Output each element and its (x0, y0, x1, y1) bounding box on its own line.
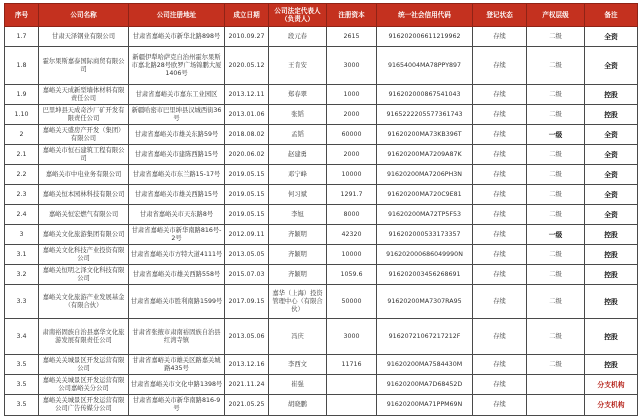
table-cell: 控股 (585, 285, 638, 319)
table-row (5, 27, 638, 47)
table-cell: 2018.08.02 (225, 125, 269, 145)
table-cell: 甘肃省嘉峪关市雄关西路558号 (129, 265, 225, 285)
header-row (5, 4, 638, 27)
header-cell: 成立日期 (225, 4, 269, 27)
table-cell: 崔强 (269, 375, 327, 395)
table-cell: 3000 (327, 319, 377, 355)
table-cell: 2615 (327, 27, 377, 47)
table-cell: 二级 (527, 145, 585, 165)
table-cell: 916202000533173357 (377, 225, 473, 245)
table-cell: 2013.12.16 (225, 355, 269, 375)
table-cell: 分支机构 (585, 375, 638, 395)
table-cell: 孟韬 (269, 125, 327, 145)
table-cell: 嘉峪关文化科技产业投资有限公司 (39, 245, 129, 265)
table-cell: 11716 (327, 355, 377, 375)
table-row (5, 185, 638, 205)
table-cell: 2015.07.03 (225, 265, 269, 285)
table-cell: 分支机构 (585, 395, 638, 416)
table-cell: 嘉峪关关城景区开发运营有限公司 (39, 355, 129, 375)
table-cell: 50000 (327, 285, 377, 319)
table-cell: 二级 (527, 319, 585, 355)
table-cell (327, 375, 377, 395)
table-cell: 甘肃天泽钢业有限公司 (39, 27, 129, 47)
company-table (4, 3, 638, 416)
table-cell: 91620200MA7209A87K (377, 145, 473, 165)
table-cell: 控股 (585, 355, 638, 375)
table-cell: 2013.01.06 (225, 105, 269, 125)
table-cell: 霍尔果斯嘉泰国际商贸有限公司 (39, 47, 129, 85)
table-cell: 甘肃省嘉峪关市雄关区路嘉关城路435号 (129, 355, 225, 375)
table-cell: 2.1 (5, 145, 39, 165)
table-cell: 3.3 (5, 285, 39, 319)
table-cell: 嘉峪关关城景区开发运营有限公司广告传媒分公司 (39, 395, 129, 416)
table-cell: 91620200MA720C9E81 (377, 185, 473, 205)
header-cell: 产权层级 (527, 4, 585, 27)
table-cell: 嘉峪关市恒石建筑工程有限公司 (39, 145, 129, 165)
table-cell: 2 (5, 125, 39, 145)
table-cell: 郑春翠 (269, 85, 327, 105)
table-cell: 91620200MA7206PH3N (377, 165, 473, 185)
table-cell: 1.10 (5, 105, 39, 125)
table-cell: 916202006611219962 (377, 27, 473, 47)
table-cell: 存续 (473, 145, 527, 165)
table-cell: 一级 (527, 225, 585, 245)
table-cell: 存续 (473, 245, 527, 265)
table-cell: 嘉峪关天盛房产开发（集团）有限公司 (39, 125, 129, 145)
table-cell: 全资 (585, 205, 638, 225)
table-cell: 2.3 (5, 185, 39, 205)
table-cell: 2.4 (5, 205, 39, 225)
table-cell: 存续 (473, 85, 527, 105)
table-cell: 控股 (585, 245, 638, 265)
table-cell: 91620200MA73KB396T (377, 125, 473, 145)
table-row (5, 145, 638, 165)
table-cell: 新疆哈密市巴里坤县汉城西街36号 (129, 105, 225, 125)
table-cell: 甘肃省嘉峪关市雄关西路15号 (129, 185, 225, 205)
table-cell (527, 375, 585, 395)
header-cell: 公司名称 (39, 4, 129, 27)
table-cell: 1.7 (5, 27, 39, 47)
header-cell: 序号 (5, 4, 39, 27)
table-cell: 存续 (473, 185, 527, 205)
table-cell: 2013.12.11 (225, 85, 269, 105)
table-cell: 3000 (327, 47, 377, 85)
table-cell: 肃南裕固族自治县嘉华文化旅游发展有限责任公司 (39, 319, 129, 355)
table-cell: 一级 (527, 125, 585, 145)
table-cell: 甘肃省嘉峪关市建陈西路15号 (129, 145, 225, 165)
header-cell: 公司法定代表人（负责人） (269, 4, 327, 27)
table-cell: 2010.09.27 (225, 27, 269, 47)
table-cell: 2013.05.06 (225, 319, 269, 355)
table-cell: 控股 (585, 265, 638, 285)
table-cell: 91620200MA7584430M (377, 355, 473, 375)
table-cell: 二级 (527, 27, 585, 47)
table-cell: 甘肃省嘉峪关市新华南路816号-2号 (129, 225, 225, 245)
table-cell: 二级 (527, 265, 585, 285)
table-cell: 嘉峪关天成新型墙体材料有限责任公司 (39, 85, 129, 105)
header-cell: 统一社会信用代码 (377, 4, 473, 27)
table-cell: 42320 (327, 225, 377, 245)
table-cell: 10000 (327, 165, 377, 185)
table-cell: 甘肃省张掖市肃南裕固族自治县红湾寺镇 (129, 319, 225, 355)
document-sheet (4, 3, 637, 414)
table-cell: 91620200MA71PPM69N (377, 395, 473, 416)
table-cell: 二级 (527, 285, 585, 319)
table-cell: 存续 (473, 355, 527, 375)
table-cell: 2020.06.02 (225, 145, 269, 165)
table-cell: 3.5 (5, 375, 39, 395)
table-cell: 嘉峪关文化旅游产业发展基金（有限合伙） (39, 285, 129, 319)
table-cell: 91654004MA78PPY897 (377, 47, 473, 85)
table-cell: 2012.09.11 (225, 225, 269, 245)
table-cell: 3 (5, 225, 39, 245)
table-cell: 2021.05.25 (225, 395, 269, 416)
table-cell: 胡晓鹏 (269, 395, 327, 416)
table-cell (327, 395, 377, 416)
table-cell: 2017.09.15 (225, 285, 269, 319)
table-cell: 2020.05.12 (225, 47, 269, 85)
table-cell: 8000 (327, 205, 377, 225)
table-cell: 全资 (585, 145, 638, 165)
table-cell: 2019.05.15 (225, 205, 269, 225)
header-cell: 备注 (585, 4, 638, 27)
table-cell: 二级 (527, 185, 585, 205)
table-cell: 新疆伊犁哈萨克自治州霍尔果斯市嘉北路28号欧罗广场锦鹏大厦1406号 (129, 47, 225, 85)
table-cell: 存续 (473, 319, 527, 355)
table-cell: 邓宁峰 (269, 165, 327, 185)
table-cell: 2019.05.15 (225, 185, 269, 205)
table-cell: 存续 (473, 265, 527, 285)
table-cell: 王肯安 (269, 47, 327, 85)
table-cell: 控股 (585, 225, 638, 245)
table-cell: 嘉峪关恒明之泽文化科技有限公司 (39, 265, 129, 285)
table-cell: 存续 (473, 165, 527, 185)
table-cell: 二级 (527, 85, 585, 105)
table-cell: 嘉峪关文化旅游集团有限公司 (39, 225, 129, 245)
table-cell: 91620200MA7307RA95 (377, 285, 473, 319)
table-cell: 齐颖明 (269, 225, 327, 245)
table-row (5, 125, 638, 145)
table-cell: 嘉峪关市中电业务有限公司 (39, 165, 129, 185)
table-row (5, 205, 638, 225)
table-row (5, 265, 638, 285)
table-cell: 916202000867541043 (377, 85, 473, 105)
table-cell: 60000 (327, 125, 377, 145)
table-cell: 存续 (473, 285, 527, 319)
table-cell: 91620200MA7D68452D (377, 375, 473, 395)
table-cell: 二级 (527, 105, 585, 125)
table-cell: 齐颖明 (269, 245, 327, 265)
table-cell: 甘肃省嘉峪关市雄关东路59号 (129, 125, 225, 145)
table-row (5, 225, 638, 245)
table-row (5, 375, 638, 395)
table-cell: 1000 (327, 85, 377, 105)
table-cell: 存续 (473, 375, 527, 395)
table-row (5, 395, 638, 416)
table-cell: 张韬 (269, 105, 327, 125)
table-cell: 二级 (527, 355, 585, 375)
header-cell: 公司注册地址 (129, 4, 225, 27)
table-cell: 甘肃省嘉峪关市天东路8号 (129, 205, 225, 225)
table-cell: 嘉华（上海）投资管理中心（有限合伙） (269, 285, 327, 319)
table-cell: 全资 (585, 125, 638, 145)
table-cell: 3.1 (5, 245, 39, 265)
table-cell: 1291.7 (327, 185, 377, 205)
table-cell: 9165222205577361743 (377, 105, 473, 125)
table-cell: 段元春 (269, 27, 327, 47)
table-cell: 1.9 (5, 85, 39, 105)
table-cell: 巴里坤县天成奇沙厂矿开发有限责任公司 (39, 105, 129, 125)
table-cell: 控股 (585, 105, 638, 125)
table-row (5, 85, 638, 105)
table-row (5, 165, 638, 185)
table-cell: 甘肃省嘉峪关市文化中路1398号 (129, 375, 225, 395)
table-cell: 存续 (473, 225, 527, 245)
table-cell: 916202000686049990N (377, 245, 473, 265)
header-cell: 注册资本 (327, 4, 377, 27)
table-cell: 91620200MA72TP5F53 (377, 205, 473, 225)
table-cell: 冯庆 (269, 319, 327, 355)
table-row (5, 285, 638, 319)
table-cell: 赵建勇 (269, 145, 327, 165)
table-cell: 甘肃省嘉峪关市新华北路898号 (129, 27, 225, 47)
table-cell: 全资 (585, 185, 638, 205)
table-cell: 2013.05.05 (225, 245, 269, 265)
table-cell: 甘肃省嘉峪关市东兰路15-17号 (129, 165, 225, 185)
table-cell: 存续 (473, 27, 527, 47)
table-cell: 916202003456268691 (377, 265, 473, 285)
table-cell: 甘肃省嘉峪关市方特大道4111号 (129, 245, 225, 265)
table-cell: 二级 (527, 47, 585, 85)
table-cell: 李西文 (269, 355, 327, 375)
table-cell: 2019.05.15 (225, 165, 269, 185)
table-cell: 3.5 (5, 395, 39, 416)
table-cell: 存续 (473, 125, 527, 145)
table-row (5, 105, 638, 125)
table-cell: 李旭 (269, 205, 327, 225)
table-cell: 存续 (473, 47, 527, 85)
table-cell: 二级 (527, 205, 585, 225)
table-cell: 何习斌 (269, 185, 327, 205)
table-cell: 3.4 (5, 319, 39, 355)
table-cell: 甘肃省嘉峪关市嘉东工业园区 (129, 85, 225, 105)
table-cell: 二级 (527, 165, 585, 185)
table-cell: 10000 (327, 245, 377, 265)
table-cell: 嘉峪关恒宏燃气有限公司 (39, 205, 129, 225)
table-cell: 2.2 (5, 165, 39, 185)
table-cell: 91620721067217212F (377, 319, 473, 355)
table-cell: 嘉峪关恒本园林科技有限公司 (39, 185, 129, 205)
table-cell: 全资 (585, 27, 638, 47)
table-cell: 3.2 (5, 265, 39, 285)
table-cell: 全资 (585, 165, 638, 185)
table-cell: 嘉峪关关城景区开发运营有限公司嘉峪关分公司 (39, 375, 129, 395)
table-cell: 3.5 (5, 355, 39, 375)
table-cell: 2000 (327, 145, 377, 165)
table-row (5, 319, 638, 355)
table-cell: 2021.11.24 (225, 375, 269, 395)
table-cell: 存续 (473, 395, 527, 416)
table-cell: 甘肃省嘉峪关市新华南路816-9号 (129, 395, 225, 416)
table-cell: 存续 (473, 105, 527, 125)
table-cell: 甘肃省嘉峪关市胜利南路1599号 (129, 285, 225, 319)
table-row (5, 47, 638, 85)
table-cell: 1.8 (5, 47, 39, 85)
table-cell: 二级 (527, 245, 585, 265)
table-cell: 控股 (585, 319, 638, 355)
table-cell: 控股 (585, 85, 638, 105)
table-row (5, 355, 638, 375)
table-cell (527, 395, 585, 416)
header-cell: 登记状态 (473, 4, 527, 27)
table-cell: 存续 (473, 205, 527, 225)
table-cell: 2000 (327, 105, 377, 125)
table-cell: 1059.6 (327, 265, 377, 285)
table-cell: 齐颖明 (269, 265, 327, 285)
table-cell: 全资 (585, 47, 638, 85)
table-row (5, 245, 638, 265)
